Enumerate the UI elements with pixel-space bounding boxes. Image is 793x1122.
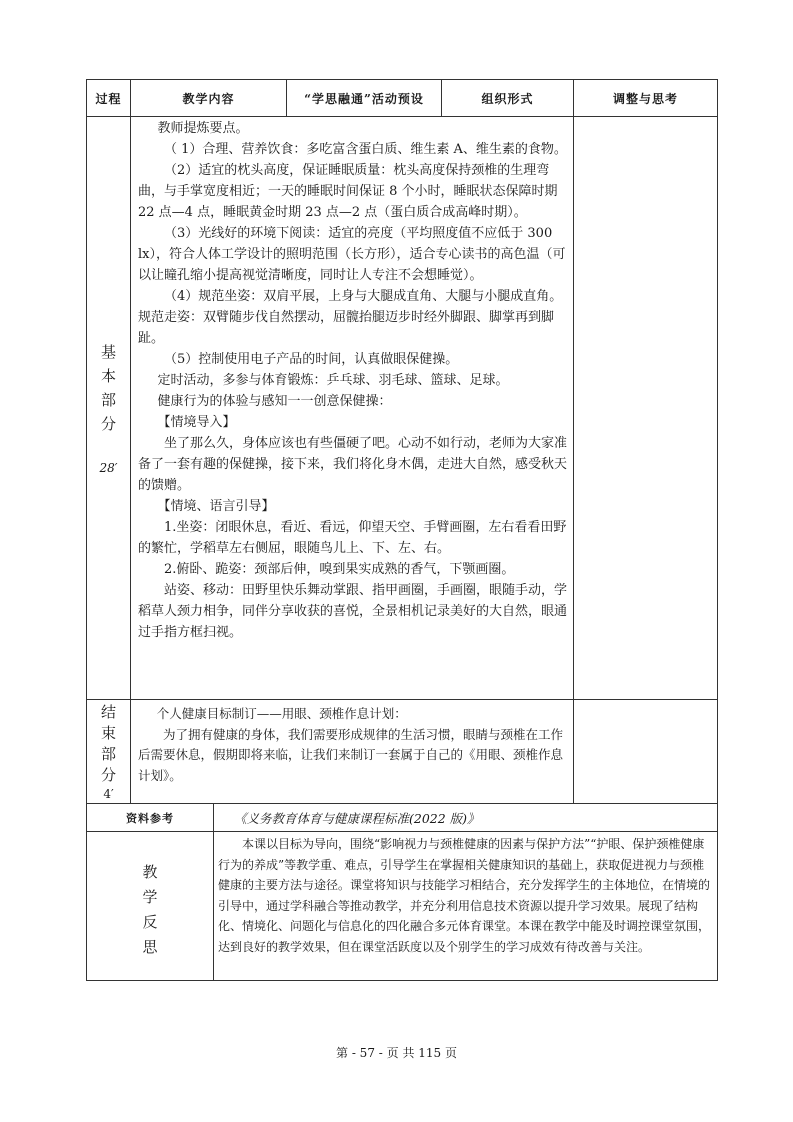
content-line: 坐了那么久，身体应该也有些僵硬了吧。心动不如行动，老师为大家准备了一套有趣的保健操，接下来，我们将化身木偶，走进大自然，感受秋天的馈赠。	[138, 436, 568, 493]
content-line: （2）适宜的枕头高度，保证睡眠质量：枕头高度保持颈椎的生理弯曲，与手掌宽度相近；一天的睡眠时间保证 8 个小时，睡眠状态保障时期 22 点—4 点，睡眠黄金时期 23 点—2 点（蛋白质合成高峰时期）。	[138, 163, 558, 220]
reflection-content	[218, 834, 715, 979]
basic-section-content	[138, 118, 571, 698]
reference-value: 《义务教育体育与健康课程标准(2022 版)》	[234, 810, 480, 826]
content-line: （5）控制使用电子产品的时间，认真做眼保健操。	[164, 352, 459, 367]
end-duration: 4′	[103, 787, 114, 801]
end-section-label	[87, 700, 130, 803]
end-section-content	[138, 704, 571, 802]
basic-section-label	[87, 340, 130, 510]
label-char: 部	[100, 745, 116, 763]
label-char: 结	[100, 703, 116, 721]
header-activity: “学思融通”活动预设	[304, 91, 424, 106]
reference-label: 资料参考	[126, 811, 174, 825]
page-number-footer: 第 - 57 - 页 共 115 页	[336, 1046, 457, 1060]
content-line: （ 1）合理、营养饮食：多吃富含蛋白质、维生素 A、维生素的食物。	[164, 142, 567, 157]
content-line: 为了拥有健康的身体，我们需要形成规律的生活习惯，眼睛与颈椎在工作后需要休息，假期即将来临，让我们来制订一套属于自己的《用眼、颈椎作息计划》。	[138, 726, 564, 783]
label-char: 本	[100, 367, 116, 385]
reflection-label	[87, 860, 213, 960]
content-line: （4）规范坐姿：双肩平展，上身与大腿成直角、大腿与小腿成直角。规范走姿：双臂随步伐自然摆动，屈髋抬腿迈步时经外脚跟、脚掌再到脚趾。	[138, 289, 563, 346]
label-char: 思	[142, 938, 158, 956]
label-char: 基	[100, 343, 116, 361]
label-char: 部	[100, 391, 116, 409]
label-char: 分	[100, 766, 116, 784]
reflection-text: 本课以目标为导向，围绕“影响视力与颈椎健康的因素与保护方法”“护眼、保护颈椎健康行为的养成”等教学重、难点，引导学生在掌握相关健康知识的基础上，获取促进视力与颈椎健康的主要方法与途径。课堂将知识与技能学习相结合，充分发挥学生的主体地位，在情境的引导中，通过学科融合等推动教学，并充分利用信息技术资源以提升学习效果。展现了结构化、情境化、问题化与信息化的四化融合多元体育课堂。本课在教学中能及时调控课堂氛围，达到良好的教学效果，但在课堂活跃度以及个别学生的学习成效有待改善与关注。	[218, 837, 711, 954]
content-line: 定时活动，多参与体育锻炼：乒乓球、羽毛球、篮球、足球。	[157, 373, 509, 388]
content-line: 个人健康目标制订——用眼、颈椎作息计划：	[156, 706, 407, 721]
content-heading: 【情境、语言引导】	[157, 499, 275, 514]
content-line: （3）光线好的环境下阅读：适宜的亮度（平均照度值不应低于 300 lx），符合人体工学设计的照明范围（长方形），适合专心读书的高色温（可以让瞳孔缩小提高视觉清晰度，同时让人专注不会想睡觉）。	[138, 226, 566, 283]
content-heading: 【情境导入】	[157, 415, 236, 430]
basic-duration: 28′	[99, 461, 118, 475]
content-line: 教师提炼要点。	[157, 121, 249, 136]
label-char: 学	[142, 888, 158, 906]
content-line: 站姿、移动：田野里快乐舞动掌跟、指甲画圈，手画圈，眼随手动，学稻草人颈力相争，同伴分享收获的喜悦，全景相机记录美好的大自然，眼通过手指方框扫视。	[138, 583, 568, 640]
label-char: 束	[100, 724, 116, 742]
label-char: 分	[100, 415, 116, 433]
header-content: 教学内容	[182, 91, 235, 106]
label-char: 教	[142, 863, 158, 881]
content-line: 健康行为的体验与感知一一创意保健操：	[157, 394, 392, 409]
content-line: 2.俯卧、跪姿：颈部后伸，嗅到果实成熟的香气，下颚画圈。	[164, 562, 515, 577]
header-organization: 组织形式	[481, 91, 534, 106]
header-reflection: 调整与思考	[612, 91, 678, 106]
content-line: 1.坐姿：闭眼休息，看近、看远，仰望天空、手臂画圈，左右看看田野的繁忙，学稻草左右侧屈，眼随鸟儿上、下、左、右。	[138, 520, 567, 556]
header-process: 过程	[95, 91, 122, 106]
label-char: 反	[142, 913, 158, 931]
